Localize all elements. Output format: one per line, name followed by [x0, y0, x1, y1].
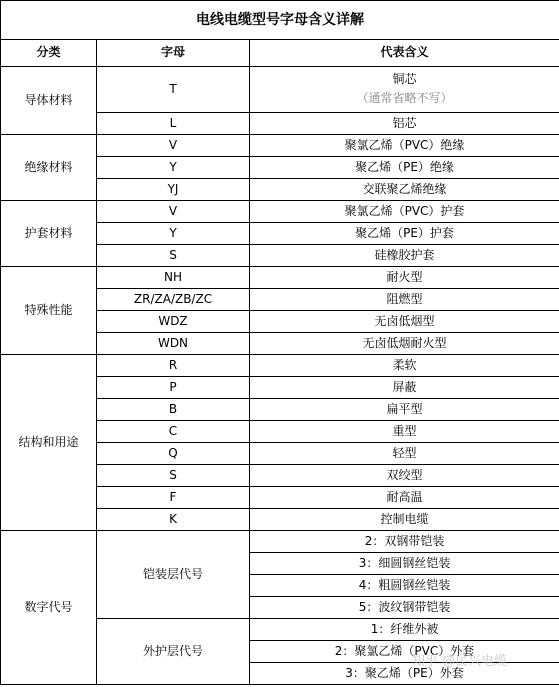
- meaning-cell: 轻型: [250, 443, 559, 465]
- letter-cell: WDZ: [97, 311, 250, 333]
- header-category: 分类: [1, 40, 97, 67]
- meaning-cell: 屏蔽: [250, 377, 559, 399]
- header-meaning: 代表含义: [250, 40, 559, 67]
- letter-cell: F: [97, 487, 250, 509]
- letter-cell: L: [97, 113, 250, 135]
- meaning-cell: 聚乙烯（PE）绝缘: [250, 157, 559, 179]
- letter-cell: YJ: [97, 179, 250, 201]
- meaning-cell: 1：纤维外被: [250, 619, 559, 641]
- category-special: 特殊性能: [1, 267, 97, 355]
- letter-cell: S: [97, 245, 250, 267]
- meaning-cell: 铝芯: [250, 113, 559, 135]
- letter-cell: R: [97, 355, 250, 377]
- subcategory-armor: 铠装层代号: [97, 531, 250, 619]
- meaning-cell: 交联聚乙烯绝缘: [250, 179, 559, 201]
- letter-cell: K: [97, 509, 250, 531]
- letter-cell: WDN: [97, 333, 250, 355]
- meaning-cell: 2：聚氯乙烯（PVC）外套: [250, 641, 559, 663]
- meaning-cell: 耐高温: [250, 487, 559, 509]
- meaning-cell: 3：聚乙烯（PE）外套: [250, 663, 559, 685]
- letter-cell: Y: [97, 157, 250, 179]
- letter-cell: C: [97, 421, 250, 443]
- meaning-cell: 4：粗圆钢丝铠装: [250, 575, 559, 597]
- header-letter: 字母: [97, 40, 250, 67]
- meaning-cell: 2：双钢带铠装: [250, 531, 559, 553]
- letter-cell: NH: [97, 267, 250, 289]
- letter-cell: Q: [97, 443, 250, 465]
- meaning-cell: 重型: [250, 421, 559, 443]
- letter-cell: P: [97, 377, 250, 399]
- letter-cell: B: [97, 399, 250, 421]
- meaning-cell: 硅橡胶护套: [250, 245, 559, 267]
- letter-cell: V: [97, 135, 250, 157]
- letter-cell: T: [97, 67, 250, 113]
- meaning-cell: 双绞型: [250, 465, 559, 487]
- table-title: 电线电缆型号字母含义详解: [1, 1, 559, 40]
- meaning-cell: 聚氯乙烯（PVC）绝缘: [250, 135, 559, 157]
- meaning-cell: 聚乙烯（PE）护套: [250, 223, 559, 245]
- meaning-cell: 柔软: [250, 355, 559, 377]
- meaning-cell: 3：细圆钢丝铠装: [250, 553, 559, 575]
- meaning-cell: 控制电缆: [250, 509, 559, 531]
- letter-cell: ZR/ZA/ZB/ZC: [97, 289, 250, 311]
- meaning-cell: 聚氯乙烯（PVC）护套: [250, 201, 559, 223]
- meaning-cell: 5：波纹钢带铠装: [250, 597, 559, 619]
- meaning-cell: 无卤低烟型: [250, 311, 559, 333]
- letter-cell: V: [97, 201, 250, 223]
- category-structure: 结构和用途: [1, 355, 97, 531]
- category-conductor: 导体材料: [1, 67, 97, 135]
- category-numeric: 数字代号: [1, 531, 97, 685]
- meaning-note: （通常省略不写）: [356, 91, 453, 105]
- meaning-cell: 无卤低烟耐火型: [250, 333, 559, 355]
- meaning-cell: 耐火型: [250, 267, 559, 289]
- category-sheath: 护套材料: [1, 201, 97, 267]
- meaning-cell: 扁平型: [250, 399, 559, 421]
- meaning-cell: 阻燃型: [250, 289, 559, 311]
- meaning-text: 铜芯: [392, 72, 417, 87]
- letter-cell: Y: [97, 223, 250, 245]
- letter-cell: S: [97, 465, 250, 487]
- subcategory-outer: 外护层代号: [97, 619, 250, 685]
- meaning-cell: [250, 67, 559, 113]
- category-insulation: 绝缘材料: [1, 135, 97, 201]
- watermark: 知乎 @民兴电缆: [412, 654, 508, 669]
